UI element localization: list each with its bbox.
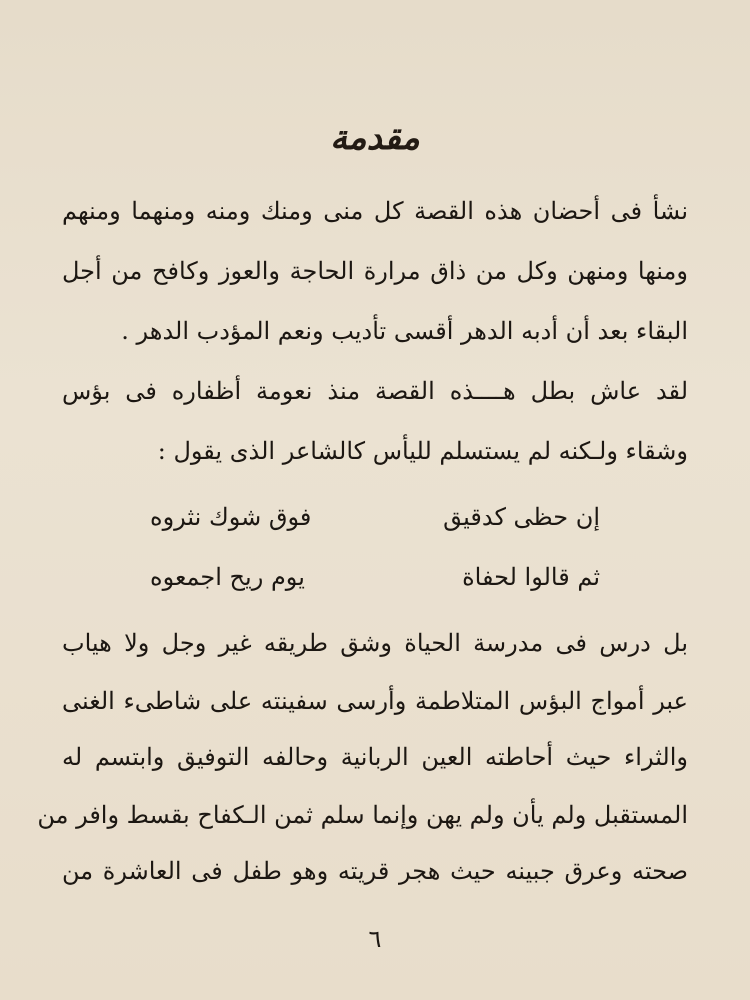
paragraph-3-line-4: المستقبل ولم يأن ولم يهن وإنما سلم ثمن الـكفاح بقسط وافر من [37, 801, 688, 829]
page-number: ٦ [368, 925, 382, 953]
poem-verse-2-first-hemistich: ثم قالوا لحفاة [462, 563, 600, 591]
poem-verse-1 [150, 502, 600, 532]
paragraph-3-line-2: عبر أمواج البؤس المتلاطمة وأرسى سفينته على شاطىء الغنى [62, 687, 688, 715]
paragraph-2-line-2: وشقاء ولـكنه لم يستسلم لليأس كالشاعر الذى يقول : [157, 437, 688, 465]
poem-verse-2-second-hemistich: يوم ريح اجمعوه [150, 563, 305, 591]
paragraph-1-line-3: البقاء بعد أن أدبه الدهر أقسى تأديب ونعم المؤدب الدهر . [121, 317, 688, 345]
page-title: مقدمة [330, 118, 420, 158]
poem-verse-2 [150, 562, 600, 592]
paragraph-3-line-5: صحته وعرق جبينه حيث هجر قريته وهو طفل فى العاشرة من [62, 857, 688, 885]
paragraph-1-line-1: نشأ فى أحضان هذه القصة كل منى ومنك ومنه ومنهما ومنهم [62, 197, 688, 225]
poem-verse-1-second-hemistich: فوق شوك نثروه [150, 503, 312, 531]
poem-verse-1-first-hemistich: إن حظى كدقيق [443, 503, 600, 531]
paragraph-1-line-2: ومنها ومنهن وكل من ذاق مرارة الحاجة والعوز وكافح من أجل [62, 257, 688, 285]
paragraph-3-line-1: بل درس فى مدرسة الحياة وشق طريقه غير وجل ولا هياب [62, 629, 688, 657]
paragraph-2-line-1: لقد عاش بطل هــــذه القصة منذ نعومة أظفاره فى بؤس [62, 377, 688, 405]
paragraph-3-line-3: والثراء حيث أحاطته العين الربانية وحالفه التوفيق وابتسم له [62, 743, 688, 771]
